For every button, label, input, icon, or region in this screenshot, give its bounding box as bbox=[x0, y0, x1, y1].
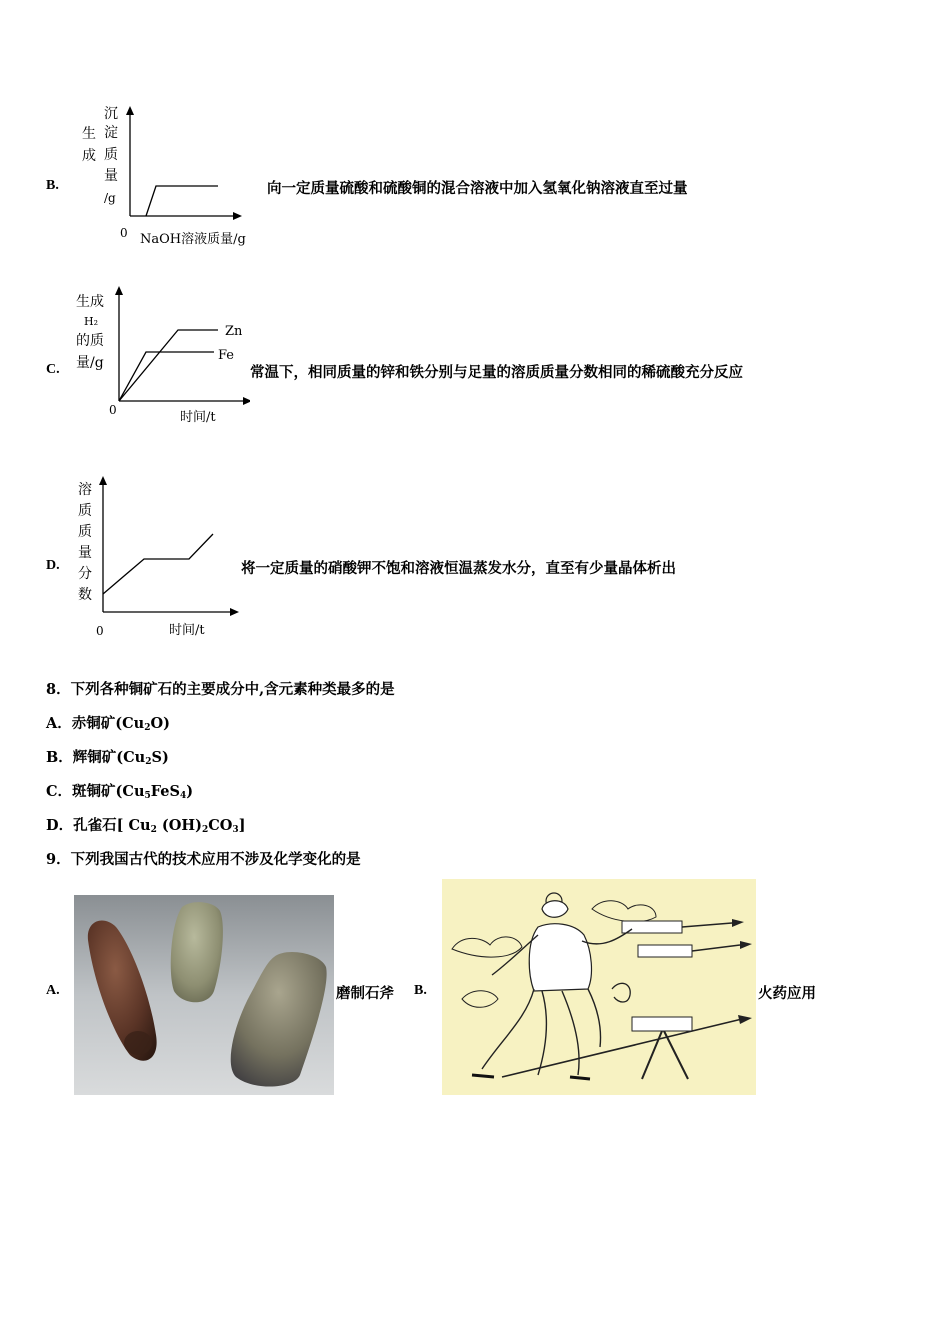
q8-option-c bbox=[46, 780, 193, 801]
graph-d-y-label-5: 分 bbox=[78, 566, 92, 582]
q9-option-a-label: A. bbox=[46, 983, 60, 998]
graph-b-y-label-4: 成 bbox=[82, 148, 96, 164]
graph-c-y-label-1: 生成 bbox=[76, 294, 104, 310]
graph-b-origin: 0 bbox=[120, 226, 128, 240]
q9-option-a-caption: 磨制石斧 bbox=[336, 985, 394, 1002]
q8-option-c-name: 斑铜矿 bbox=[72, 783, 116, 800]
graph-c-series-fe bbox=[119, 352, 214, 401]
graph-b-x-arrow bbox=[233, 212, 242, 220]
graph-b bbox=[70, 100, 270, 250]
graph-d-y-label-1: 溶 bbox=[78, 482, 92, 498]
question-9: 9．下列我国古代的技术应用不涉及化学变化的是 bbox=[46, 851, 361, 868]
graph-c-y-arrow bbox=[115, 286, 123, 295]
q8-option-a-label: A． bbox=[46, 715, 72, 732]
graph-b-x-label: NaOH溶液质量/g bbox=[140, 232, 246, 247]
graph-c-zn-label: Zn bbox=[225, 324, 243, 339]
q8-option-b-name: 辉铜矿 bbox=[72, 749, 117, 766]
graph-c-series-zn bbox=[119, 330, 218, 401]
option-c-label: C. bbox=[46, 362, 60, 377]
graph-b-curve bbox=[146, 186, 218, 216]
graph-b-y-label-6: 量 bbox=[104, 168, 118, 184]
graph-b-y-label-2: 淀 bbox=[104, 125, 118, 141]
graph-d-y-label-4: 量 bbox=[78, 545, 92, 561]
graph-c-origin: 0 bbox=[109, 403, 117, 417]
stone-axe-2 bbox=[171, 902, 223, 1002]
graph-c-y-label-4: 量/g bbox=[76, 355, 104, 371]
question-8: 8．下列各种铜矿石的主要成分中,含元素种类最多的是 bbox=[46, 681, 395, 698]
q8-option-a-name: 赤铜矿 bbox=[71, 715, 116, 732]
graph-d-y-arrow bbox=[99, 476, 107, 485]
graph-c bbox=[70, 282, 250, 432]
graph-c-x-arrow bbox=[243, 397, 250, 405]
option-b-statement: 向一定质量硫酸和硫酸铜的混合溶液中加入氢氧化钠溶液直至过量 bbox=[267, 180, 688, 197]
graph-d-x-arrow bbox=[230, 608, 239, 616]
graph-b-y-arrow bbox=[126, 106, 134, 115]
graph-d-origin: 0 bbox=[96, 624, 104, 638]
option-c-statement: 常温下，相同质量的锌和铁分别与足量的溶质质量分数相同的稀硫酸充分反应 bbox=[250, 364, 743, 381]
graph-c-y-label-2: H₂ bbox=[84, 315, 99, 328]
q8-option-d-formula: [ $Cu_2$ $(OH)_2CO_3$] bbox=[116, 817, 246, 835]
graph-c-fe-label: Fe bbox=[218, 348, 235, 363]
graph-c-x-label: 时间/t bbox=[180, 410, 216, 425]
graph-d-y-label-2: 质 bbox=[78, 503, 92, 519]
q8-option-b-formula: $(Cu_2S)$ bbox=[116, 749, 169, 767]
graph-b-y-label-1: 沉 bbox=[104, 106, 118, 122]
graph-c-y-label-3: 的质 bbox=[76, 333, 104, 349]
stone-axes-photo bbox=[74, 895, 334, 1095]
q8-option-b bbox=[46, 746, 169, 767]
q8-option-d-name: 孔雀石 bbox=[73, 817, 117, 834]
q8-option-d-label: D． bbox=[46, 817, 74, 834]
q8-option-a-formula: $(Cu_2O)$ bbox=[115, 715, 170, 733]
q8-option-c-formula: $(Cu_5FeS_4)$ bbox=[115, 783, 194, 801]
q8-option-b-label: B． bbox=[46, 749, 73, 766]
graph-b-y-label-3: 生 bbox=[82, 126, 96, 142]
q9-option-b-label: B. bbox=[414, 983, 427, 998]
graph-d-x-label: 时间/t bbox=[169, 623, 205, 638]
q8-option-c-label: C． bbox=[46, 783, 73, 800]
q9-option-b-caption: 火药应用 bbox=[758, 985, 816, 1002]
graph-b-y-label-5: 质 bbox=[104, 147, 118, 163]
option-d-label: D. bbox=[46, 558, 60, 573]
graph-b-y-label-7: /g bbox=[104, 191, 116, 205]
option-b-label: B. bbox=[46, 178, 59, 193]
graph-d-y-label-3: 质 bbox=[78, 524, 92, 540]
graph-d-curve bbox=[103, 534, 213, 594]
graph-d-y-label-6: 数 bbox=[78, 587, 92, 603]
graph-d bbox=[70, 470, 245, 645]
q8-option-a bbox=[46, 712, 170, 733]
gunpowder-illustration bbox=[442, 879, 756, 1095]
option-d-statement: 将一定质量的硝酸钾不饱和溶液恒温蒸发水分，直至有少量晶体析出 bbox=[241, 560, 676, 577]
q8-option-d bbox=[46, 814, 246, 835]
